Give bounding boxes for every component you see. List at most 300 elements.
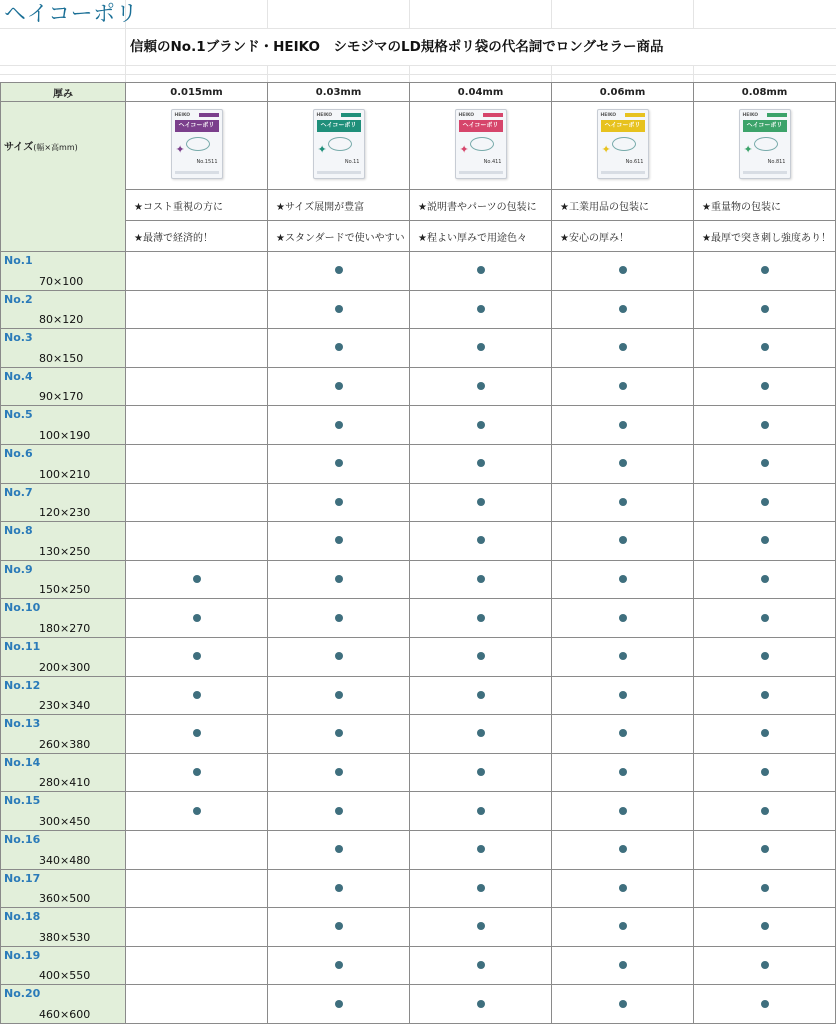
availability-cell bbox=[694, 522, 836, 561]
availability-cell bbox=[552, 676, 694, 715]
availability-cell bbox=[126, 252, 268, 291]
availability-cell bbox=[694, 483, 836, 522]
bag-number: No.411 bbox=[483, 159, 502, 165]
available-dot-icon bbox=[335, 884, 343, 892]
available-dot-icon bbox=[477, 459, 485, 467]
size-row-label bbox=[1, 406, 126, 445]
available-dot-icon bbox=[619, 614, 627, 622]
available-dot-icon bbox=[761, 768, 769, 776]
size-number: No.18 bbox=[4, 910, 41, 924]
availability-cell bbox=[552, 522, 694, 561]
availability-cell bbox=[410, 946, 552, 985]
description: ★重量物の包装に bbox=[694, 190, 836, 221]
bag-tag bbox=[625, 113, 645, 117]
gridline bbox=[409, 0, 410, 28]
availability-cell bbox=[268, 753, 410, 792]
thickness-003: 0.03mm bbox=[268, 83, 410, 102]
available-dot-icon bbox=[619, 575, 627, 583]
availability-cell bbox=[552, 290, 694, 329]
size-dimensions: 460×600 bbox=[39, 1007, 91, 1021]
size-row-label bbox=[1, 290, 126, 329]
availability-cell bbox=[268, 637, 410, 676]
availability-cell bbox=[126, 908, 268, 947]
bag-title: ヘイコーポリ bbox=[459, 120, 503, 132]
availability-cell bbox=[552, 985, 694, 1024]
availability-cell bbox=[410, 329, 552, 368]
thickness-004: 0.04mm bbox=[410, 83, 552, 102]
size-row bbox=[1, 676, 836, 715]
description-row-2 bbox=[1, 221, 836, 252]
availability-cell bbox=[694, 908, 836, 947]
availability-cell bbox=[268, 946, 410, 985]
availability-cell bbox=[268, 715, 410, 754]
product-package-image bbox=[597, 109, 649, 179]
availability-cell bbox=[268, 444, 410, 483]
size-dimensions: 340×480 bbox=[39, 853, 91, 867]
available-dot-icon bbox=[619, 498, 627, 506]
description: ★サイズ展開が豊富 bbox=[268, 190, 410, 221]
availability-cell bbox=[694, 599, 836, 638]
availability-cell bbox=[268, 522, 410, 561]
available-dot-icon bbox=[761, 845, 769, 853]
available-dot-icon bbox=[761, 382, 769, 390]
availability-cell bbox=[552, 753, 694, 792]
available-dot-icon bbox=[477, 382, 485, 390]
size-number: No.1 bbox=[4, 254, 33, 267]
available-dot-icon bbox=[335, 729, 343, 737]
availability-cell bbox=[268, 252, 410, 291]
available-dot-icon bbox=[619, 459, 627, 467]
description: ★コスト重視の方に bbox=[126, 190, 268, 221]
availability-cell bbox=[410, 637, 552, 676]
thickness-006: 0.06mm bbox=[552, 83, 694, 102]
size-row bbox=[1, 715, 836, 754]
brand-title: ヘイコーポリ bbox=[4, 2, 139, 27]
availability-cell bbox=[694, 830, 836, 869]
availability-cell bbox=[552, 946, 694, 985]
size-label-cell bbox=[1, 102, 126, 252]
product-image-cell bbox=[552, 102, 694, 190]
available-dot-icon bbox=[477, 343, 485, 351]
availability-cell bbox=[552, 560, 694, 599]
availability-cell bbox=[268, 329, 410, 368]
bag-number: No.11 bbox=[344, 159, 360, 165]
availability-cell bbox=[552, 715, 694, 754]
size-row bbox=[1, 483, 836, 522]
gridline bbox=[267, 65, 268, 82]
bag-tag bbox=[483, 113, 503, 117]
bag-title: ヘイコーポリ bbox=[743, 120, 787, 132]
available-dot-icon bbox=[619, 421, 627, 429]
availability-cell bbox=[126, 560, 268, 599]
description: ★最薄で経済的！ bbox=[126, 221, 268, 252]
size-number: No.12 bbox=[4, 678, 41, 692]
size-row bbox=[1, 753, 836, 792]
available-dot-icon bbox=[335, 807, 343, 815]
star-graphic: ✦ bbox=[459, 143, 469, 156]
available-dot-icon bbox=[477, 1000, 485, 1008]
size-dimensions: 70×100 bbox=[39, 274, 84, 288]
availability-cell bbox=[268, 985, 410, 1024]
availability-cell bbox=[126, 676, 268, 715]
product-image-cell bbox=[268, 102, 410, 190]
bag-brand: HEIKO bbox=[742, 113, 759, 118]
product-package-image bbox=[455, 109, 507, 179]
available-dot-icon bbox=[193, 652, 201, 660]
bag-brand: HEIKO bbox=[458, 113, 475, 118]
availability-cell bbox=[410, 985, 552, 1024]
size-dimensions: 380×530 bbox=[39, 930, 91, 944]
available-dot-icon bbox=[619, 382, 627, 390]
availability-cell bbox=[268, 908, 410, 947]
available-dot-icon bbox=[335, 536, 343, 544]
availability-cell bbox=[552, 329, 694, 368]
available-dot-icon bbox=[761, 266, 769, 274]
description: ★説明書やパーツの包装に bbox=[410, 190, 552, 221]
availability-cell bbox=[268, 483, 410, 522]
availability-cell bbox=[126, 290, 268, 329]
size-number: No.3 bbox=[4, 331, 33, 345]
bag-brand: HEIKO bbox=[174, 113, 191, 118]
available-dot-icon bbox=[335, 382, 343, 390]
size-dimensions: 100×190 bbox=[39, 428, 91, 442]
available-dot-icon bbox=[761, 421, 769, 429]
available-dot-icon bbox=[477, 614, 485, 622]
availability-cell bbox=[126, 599, 268, 638]
bag-oval-graphic bbox=[186, 137, 210, 151]
thickness-0015: 0.015mm bbox=[126, 83, 268, 102]
availability-cell bbox=[410, 560, 552, 599]
availability-cell bbox=[694, 869, 836, 908]
size-dimensions: 180×270 bbox=[39, 621, 91, 635]
size-row-label bbox=[1, 367, 126, 406]
thickness-label: 厚み bbox=[1, 83, 126, 102]
availability-cell bbox=[126, 946, 268, 985]
available-dot-icon bbox=[193, 691, 201, 699]
size-dimensions: 150×250 bbox=[39, 583, 91, 597]
product-package-image bbox=[739, 109, 791, 179]
availability-cell bbox=[410, 753, 552, 792]
available-dot-icon bbox=[335, 614, 343, 622]
size-unit: (幅×高mm) bbox=[33, 143, 78, 152]
availability-cell bbox=[410, 444, 552, 483]
size-row bbox=[1, 946, 836, 985]
bag-footer bbox=[175, 171, 219, 174]
product-image-cell bbox=[410, 102, 552, 190]
availability-cell bbox=[126, 483, 268, 522]
size-row-label bbox=[1, 869, 126, 908]
size-row bbox=[1, 830, 836, 869]
size-row bbox=[1, 985, 836, 1024]
size-row-label bbox=[1, 599, 126, 638]
size-row-label bbox=[1, 252, 126, 291]
size-number: No.20 bbox=[4, 987, 41, 1001]
availability-cell bbox=[410, 367, 552, 406]
product-package-image bbox=[171, 109, 223, 179]
availability-cell bbox=[552, 367, 694, 406]
availability-cell bbox=[694, 753, 836, 792]
available-dot-icon bbox=[335, 845, 343, 853]
available-dot-icon bbox=[761, 961, 769, 969]
size-row-label bbox=[1, 715, 126, 754]
available-dot-icon bbox=[335, 922, 343, 930]
bag-oval-graphic bbox=[612, 137, 636, 151]
available-dot-icon bbox=[761, 922, 769, 930]
available-dot-icon bbox=[477, 691, 485, 699]
availability-cell bbox=[126, 329, 268, 368]
availability-cell bbox=[694, 792, 836, 831]
size-row-label bbox=[1, 444, 126, 483]
size-number: No.13 bbox=[4, 717, 41, 731]
availability-cell bbox=[126, 715, 268, 754]
size-row-label bbox=[1, 329, 126, 368]
star-graphic: ✦ bbox=[601, 143, 611, 156]
availability-cell bbox=[410, 830, 552, 869]
size-row-label bbox=[1, 522, 126, 561]
available-dot-icon bbox=[477, 266, 485, 274]
gridline bbox=[267, 0, 268, 28]
size-number: No.15 bbox=[4, 794, 41, 808]
available-dot-icon bbox=[761, 729, 769, 737]
available-dot-icon bbox=[335, 575, 343, 583]
availability-cell bbox=[268, 290, 410, 329]
available-dot-icon bbox=[477, 305, 485, 313]
availability-cell bbox=[410, 869, 552, 908]
availability-cell bbox=[552, 483, 694, 522]
availability-cell bbox=[410, 792, 552, 831]
availability-cell bbox=[552, 599, 694, 638]
available-dot-icon bbox=[477, 768, 485, 776]
available-dot-icon bbox=[477, 498, 485, 506]
gridline bbox=[551, 0, 552, 28]
availability-cell bbox=[126, 985, 268, 1024]
size-row-label bbox=[1, 792, 126, 831]
available-dot-icon bbox=[193, 575, 201, 583]
size-dimensions: 260×380 bbox=[39, 737, 91, 751]
availability-cell bbox=[126, 830, 268, 869]
available-dot-icon bbox=[761, 691, 769, 699]
available-dot-icon bbox=[477, 421, 485, 429]
available-dot-icon bbox=[619, 729, 627, 737]
size-dimensions: 120×230 bbox=[39, 506, 91, 520]
available-dot-icon bbox=[193, 729, 201, 737]
size-number: No.4 bbox=[4, 369, 33, 383]
bag-footer bbox=[743, 171, 787, 174]
available-dot-icon bbox=[619, 845, 627, 853]
gridline bbox=[551, 65, 552, 82]
available-dot-icon bbox=[619, 305, 627, 313]
available-dot-icon bbox=[619, 652, 627, 660]
bag-title: ヘイコーポリ bbox=[317, 120, 361, 132]
available-dot-icon bbox=[335, 691, 343, 699]
available-dot-icon bbox=[619, 884, 627, 892]
size-row-label bbox=[1, 830, 126, 869]
availability-cell bbox=[552, 792, 694, 831]
size-row bbox=[1, 522, 836, 561]
size-row bbox=[1, 869, 836, 908]
availability-cell bbox=[694, 637, 836, 676]
availability-cell bbox=[126, 869, 268, 908]
bag-oval-graphic bbox=[754, 137, 778, 151]
product-image-cell bbox=[694, 102, 836, 190]
availability-cell bbox=[552, 869, 694, 908]
bag-brand: HEIKO bbox=[600, 113, 617, 118]
availability-cell bbox=[694, 946, 836, 985]
available-dot-icon bbox=[619, 768, 627, 776]
size-dimensions: 200×300 bbox=[39, 660, 91, 674]
description-row-1 bbox=[1, 190, 836, 221]
available-dot-icon bbox=[619, 266, 627, 274]
size-dimensions: 80×150 bbox=[39, 351, 84, 365]
size-row bbox=[1, 406, 836, 445]
availability-cell bbox=[694, 715, 836, 754]
availability-cell bbox=[126, 406, 268, 445]
availability-cell bbox=[694, 444, 836, 483]
description: ★工業用品の包装に bbox=[552, 190, 694, 221]
availability-cell bbox=[268, 869, 410, 908]
availability-cell bbox=[552, 908, 694, 947]
size-number: No.2 bbox=[4, 292, 33, 306]
availability-cell bbox=[268, 367, 410, 406]
available-dot-icon bbox=[619, 961, 627, 969]
bag-tag bbox=[199, 113, 219, 117]
size-number: No.11 bbox=[4, 639, 41, 653]
size-row bbox=[1, 444, 836, 483]
bag-footer bbox=[317, 171, 361, 174]
availability-cell bbox=[268, 406, 410, 445]
bag-number: No.1511 bbox=[196, 159, 218, 165]
size-dimensions: 280×410 bbox=[39, 776, 91, 790]
available-dot-icon bbox=[761, 884, 769, 892]
size-label: サイズ bbox=[4, 142, 34, 153]
available-dot-icon bbox=[619, 536, 627, 544]
size-number: No.5 bbox=[4, 408, 33, 422]
size-dimensions: 100×210 bbox=[39, 467, 91, 481]
available-dot-icon bbox=[761, 652, 769, 660]
available-dot-icon bbox=[193, 768, 201, 776]
size-number: No.19 bbox=[4, 948, 41, 962]
availability-cell bbox=[552, 830, 694, 869]
description: ★安心の厚み！ bbox=[552, 221, 694, 252]
availability-cell bbox=[552, 252, 694, 291]
availability-cell bbox=[410, 406, 552, 445]
bag-tag bbox=[767, 113, 787, 117]
size-row-label bbox=[1, 985, 126, 1024]
availability-cell bbox=[694, 252, 836, 291]
available-dot-icon bbox=[761, 305, 769, 313]
available-dot-icon bbox=[761, 614, 769, 622]
description: ★程よい厚みで用途色々 bbox=[410, 221, 552, 252]
available-dot-icon bbox=[761, 575, 769, 583]
size-number: No.7 bbox=[4, 485, 33, 499]
available-dot-icon bbox=[335, 768, 343, 776]
available-dot-icon bbox=[477, 807, 485, 815]
available-dot-icon bbox=[477, 884, 485, 892]
available-dot-icon bbox=[761, 536, 769, 544]
availability-cell bbox=[410, 290, 552, 329]
available-dot-icon bbox=[477, 961, 485, 969]
availability-cell bbox=[268, 560, 410, 599]
bag-footer bbox=[601, 171, 645, 174]
available-dot-icon bbox=[477, 729, 485, 737]
bag-tag bbox=[341, 113, 361, 117]
availability-cell bbox=[126, 444, 268, 483]
size-row bbox=[1, 560, 836, 599]
availability-cell bbox=[126, 753, 268, 792]
product-package-image bbox=[313, 109, 365, 179]
availability-cell bbox=[126, 522, 268, 561]
availability-cell bbox=[552, 406, 694, 445]
gridline bbox=[409, 65, 410, 82]
size-row-label bbox=[1, 753, 126, 792]
availability-cell bbox=[410, 715, 552, 754]
availability-cell bbox=[694, 406, 836, 445]
size-row bbox=[1, 367, 836, 406]
available-dot-icon bbox=[619, 807, 627, 815]
available-dot-icon bbox=[619, 343, 627, 351]
availability-cell bbox=[694, 676, 836, 715]
size-row bbox=[1, 637, 836, 676]
available-dot-icon bbox=[193, 614, 201, 622]
bag-oval-graphic bbox=[328, 137, 352, 151]
availability-cell bbox=[410, 908, 552, 947]
available-dot-icon bbox=[761, 1000, 769, 1008]
size-number: No.16 bbox=[4, 832, 41, 846]
availability-cell bbox=[268, 830, 410, 869]
size-dimensions: 80×120 bbox=[39, 313, 84, 327]
size-row-label bbox=[1, 560, 126, 599]
size-dimensions: 230×340 bbox=[39, 699, 91, 713]
availability-cell bbox=[694, 985, 836, 1024]
availability-cell bbox=[552, 444, 694, 483]
size-row bbox=[1, 252, 836, 291]
size-row bbox=[1, 599, 836, 638]
availability-cell bbox=[410, 676, 552, 715]
available-dot-icon bbox=[335, 266, 343, 274]
bag-title: ヘイコーポリ bbox=[601, 120, 645, 132]
availability-cell bbox=[126, 367, 268, 406]
availability-cell bbox=[268, 792, 410, 831]
bag-title: ヘイコーポリ bbox=[175, 120, 219, 132]
availability-cell bbox=[410, 599, 552, 638]
size-row-label bbox=[1, 908, 126, 947]
available-dot-icon bbox=[335, 459, 343, 467]
size-number: No.6 bbox=[4, 446, 33, 460]
size-row-label bbox=[1, 676, 126, 715]
bag-number: No.611 bbox=[625, 159, 644, 165]
bag-brand: HEIKO bbox=[316, 113, 333, 118]
availability-cell bbox=[126, 637, 268, 676]
thickness-008: 0.08mm bbox=[694, 83, 836, 102]
size-row-label bbox=[1, 483, 126, 522]
available-dot-icon bbox=[335, 961, 343, 969]
size-dimensions: 90×170 bbox=[39, 390, 84, 404]
size-number: No.14 bbox=[4, 755, 41, 769]
size-number: No.9 bbox=[4, 562, 33, 576]
size-number: No.10 bbox=[4, 601, 41, 615]
availability-cell bbox=[694, 290, 836, 329]
size-row-label bbox=[1, 637, 126, 676]
availability-cell bbox=[268, 599, 410, 638]
availability-cell bbox=[126, 792, 268, 831]
size-number: No.8 bbox=[4, 524, 33, 538]
available-dot-icon bbox=[477, 652, 485, 660]
size-dimensions: 300×450 bbox=[39, 814, 91, 828]
available-dot-icon bbox=[335, 305, 343, 313]
available-dot-icon bbox=[477, 922, 485, 930]
availability-cell bbox=[694, 329, 836, 368]
size-row bbox=[1, 329, 836, 368]
